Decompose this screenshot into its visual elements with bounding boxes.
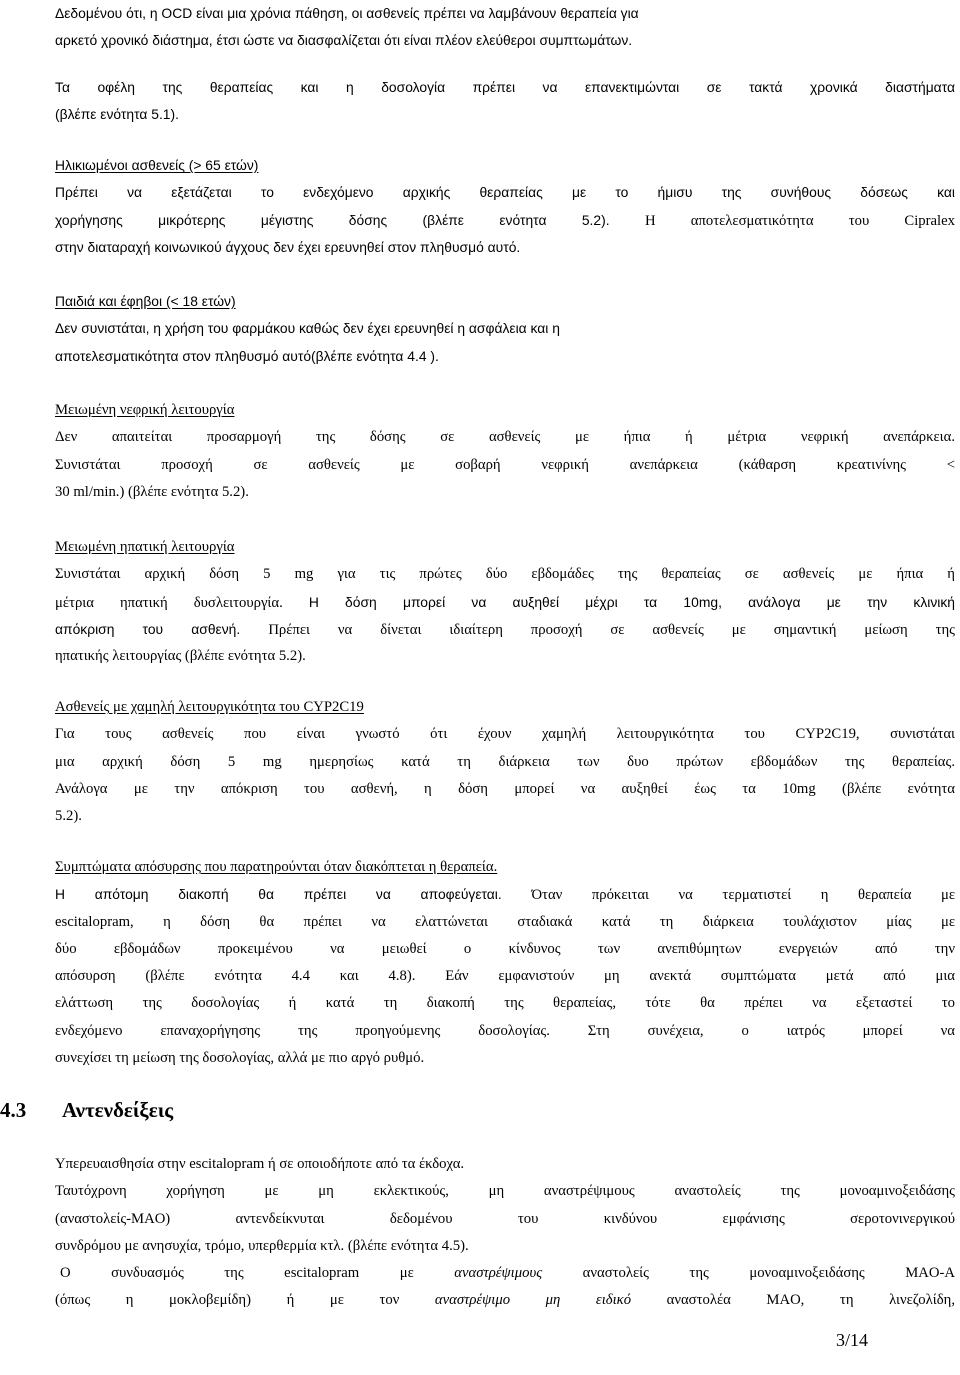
page-number: 3/14: [835, 1330, 868, 1350]
text-line: ελάττωση της δοσολογίας ή κατά τη διακοπή της θεραπείας, τότε θα πρέπει να εξεταστεί το: [55, 995, 955, 1012]
text-line: απόσυρση (βλέπε ενότητα 4.4 και 4.8). Εάν εμφανιστούν μη ανεκτά συμπτώματα μετά από μια: [55, 968, 955, 985]
text-line: μια αρχική δόση 5 mg ημερησίως κατά τη διάρκεια των δυο πρώτων εβδομάδων της θεραπείας.: [55, 753, 955, 770]
text-line: Ανάλογα με την απόκριση του ασθενή, η δόση μπορεί να αυξηθεί έως τα 10mg (βλέπε ενότητα: [55, 780, 955, 797]
text-segment: Η δόση μπορεί να αυξηθεί μέχρι τα 10mg, ανάλογα με την κλινική: [308, 593, 955, 610]
withdrawal-symptoms-section: [55, 854, 955, 1072]
text-line: 5.2).: [55, 808, 82, 825]
text-line: Δεν απαιτείται προσαρμογή της δόσης σε ασθενείς με ήπια ή μέτρια νεφρική ανεπάρκεια.: [55, 429, 955, 446]
text-segment: Ο συνδυασμός της escitalopram με: [60, 1265, 455, 1282]
text-line: [55, 1260, 955, 1287]
text-line: συνεχίσει τη μείωση της δοσολογίας, αλλά με πιο αργό ρυθμό.: [55, 1050, 425, 1067]
text-line: ενδεχόμενο επαναχορήγησης της προηγούμενης δοσολογίας. Στη συνέχεια, ο ιατρός μπορεί να: [55, 1022, 955, 1039]
text-line: ηπατικής λειτουργίας (βλέπε ενότητα 5.2).: [55, 648, 306, 665]
text-line: escitalopram, η δόση θα πρέπει να ελαττώνεται σταδιακά κατά τη διάρκεια τουλάχιστον μίας με: [55, 913, 955, 930]
section-heading: Ασθενείς με χαμηλή λειτουργικότητα του CYP2C19: [55, 699, 364, 715]
text-segment: μέτρια ηπατική δυσλειτουργία.: [55, 594, 309, 611]
text-segment: Η απότομη διακοπή θα πρέπει να αποφεύγεται.: [55, 886, 532, 903]
italic-text-segment: αναστρέψιμους: [454, 1265, 543, 1282]
benefit-reassessment-paragraph: [55, 74, 955, 129]
section-heading: Μειωμένη ηπατική λειτουργία: [55, 539, 235, 555]
renal-impairment-section: [55, 397, 955, 506]
text-line: αποτελεσματικότητα στον πληθυσμό αυτό(βλέπε ενότητα 4.4 ).: [55, 347, 439, 364]
text-line: [55, 616, 955, 643]
text-line: Πρέπει να εξετάζεται το ενδεχόμενο αρχικής θεραπείας με το ήμισυ της συνήθους δόσεως και: [55, 184, 955, 201]
section-number: 4.3: [0, 1098, 27, 1122]
text-line: Για τους ασθενείς που είναι γνωστό ότι έχουν χαμηλή λειτουργικότητα του CYP2C19, συνιστάται: [55, 726, 955, 743]
contraindications-body: [55, 1151, 955, 1315]
text-segment: χορήγησης μικρότερης μέγιστης δόσης (βλέπε ενότητα 5.2).: [55, 211, 645, 228]
text-segment: Όταν πρόκειται να τερματιστεί η θεραπεία με: [531, 887, 955, 904]
text-line: [55, 881, 955, 908]
text-segment: Πρέπει να δίνεται ιδιαίτερη προσοχή σε ασθενείς με σημαντική μείωση της: [268, 621, 955, 638]
contraindications-heading: [0, 1097, 400, 1125]
text-segment: Η αποτελεσματικότητα του Cipralex: [644, 212, 955, 229]
text-segment: αναστολέα MAO, τη λινεζολίδη,: [631, 1292, 955, 1309]
text-line: 30 ml/min.) (βλέπε ενότητα 5.2).: [55, 483, 249, 500]
cyp2c19-poor-metabolisers-section: [55, 694, 955, 830]
ocd-treatment-paragraph: [55, 0, 955, 55]
text-line: (αναστολείς-MAO) αντενδείκνυται δεδομένου του κινδύνου εμφάνισης σεροτονινεργικού: [55, 1210, 955, 1227]
text-line: συνδρόμου με ανησυχία, τρόμο, υπερθερμία κτλ. (βλέπε ενότητα 4.5).: [55, 1237, 469, 1254]
text-line: [55, 207, 955, 234]
text-line: (βλέπε ενότητα 5.1).: [55, 106, 179, 123]
text-line: στην διαταραχή κοινωνικού άγχους δεν έχει ερευνηθεί στον πληθυσμό αυτό.: [55, 238, 521, 255]
text-line: [55, 589, 955, 616]
children-adolescents-section: [55, 288, 955, 370]
text-segment: (όπως η μοκλοβεμίδη) ή με τον: [55, 1292, 435, 1309]
text-line: Συνιστάται αρχική δόση 5 mg για τις πρώτες δύο εβδομάδες της θεραπείας σε ασθενείς με ήπια ή: [55, 566, 955, 583]
text-line: Ταυτόχρονη χορήγηση με μη εκλεκτικούς, μη αναστρέψιμους αναστολείς της μονοαμινοξειδάσης: [55, 1183, 955, 1200]
text-line: αρκετό χρονικό διάστημα, έτσι ώστε να διασφαλίζεται ότι είναι πλέον ελεύθεροι συμπτωμάτων.: [55, 32, 633, 49]
text-line: Δεν συνιστάται, η χρήση του φαρμάκου καθώς δεν έχει ερευνηθεί η ασφάλεια και η: [55, 320, 560, 337]
elderly-patients-section: [55, 152, 955, 261]
text-line: Συνιστάται προσοχή σε ασθενείς με σοβαρή νεφρική ανεπάρκεια (κάθαρση κρεατινίνης <: [55, 456, 955, 473]
section-heading: Μειωμένη νεφρική λειτουργία: [55, 402, 235, 418]
text-line: [55, 1287, 955, 1314]
text-line: Δεδομένου ότι, η OCD είναι μια χρόνια πάθηση, οι ασθενείς πρέπει να λαμβάνουν θεραπεία για: [55, 5, 639, 21]
italic-text-segment: αναστρέψιμο μη ειδικό: [434, 1292, 632, 1309]
text-segment: αναστολείς της μονοαμινοξειδάσης MAO-A: [542, 1265, 955, 1282]
text-line: δύο εβδομάδων προκειμένου να μειωθεί ο κίνδυνος των ανεπιθύμητων ενεργειών από την: [55, 940, 955, 957]
hepatic-impairment-section: [55, 534, 955, 670]
section-title: Αντενδείξεις: [62, 1098, 174, 1122]
text-line: Υπερευαισθησία στην escitalopram ή σε οποιοδήποτε από τα έκδοχα.: [55, 1156, 465, 1172]
text-line: Τα οφέλη της θεραπείας και η δοσολογία πρέπει να επανεκτιμώνται σε τακτά χρονικά διαστήματα: [55, 79, 955, 95]
section-heading: Ηλικιωμένοι ασθενείς (> 65 ετών): [55, 157, 259, 173]
section-heading: Συμπτώματα απόσυρσης που παρατηρούνται όταν διακόπτεται η θεραπεία.: [55, 859, 498, 875]
section-heading: Παιδιά και έφηβοι (< 18 ετών): [55, 293, 236, 309]
text-segment: απόκριση του ασθενή.: [55, 620, 269, 637]
